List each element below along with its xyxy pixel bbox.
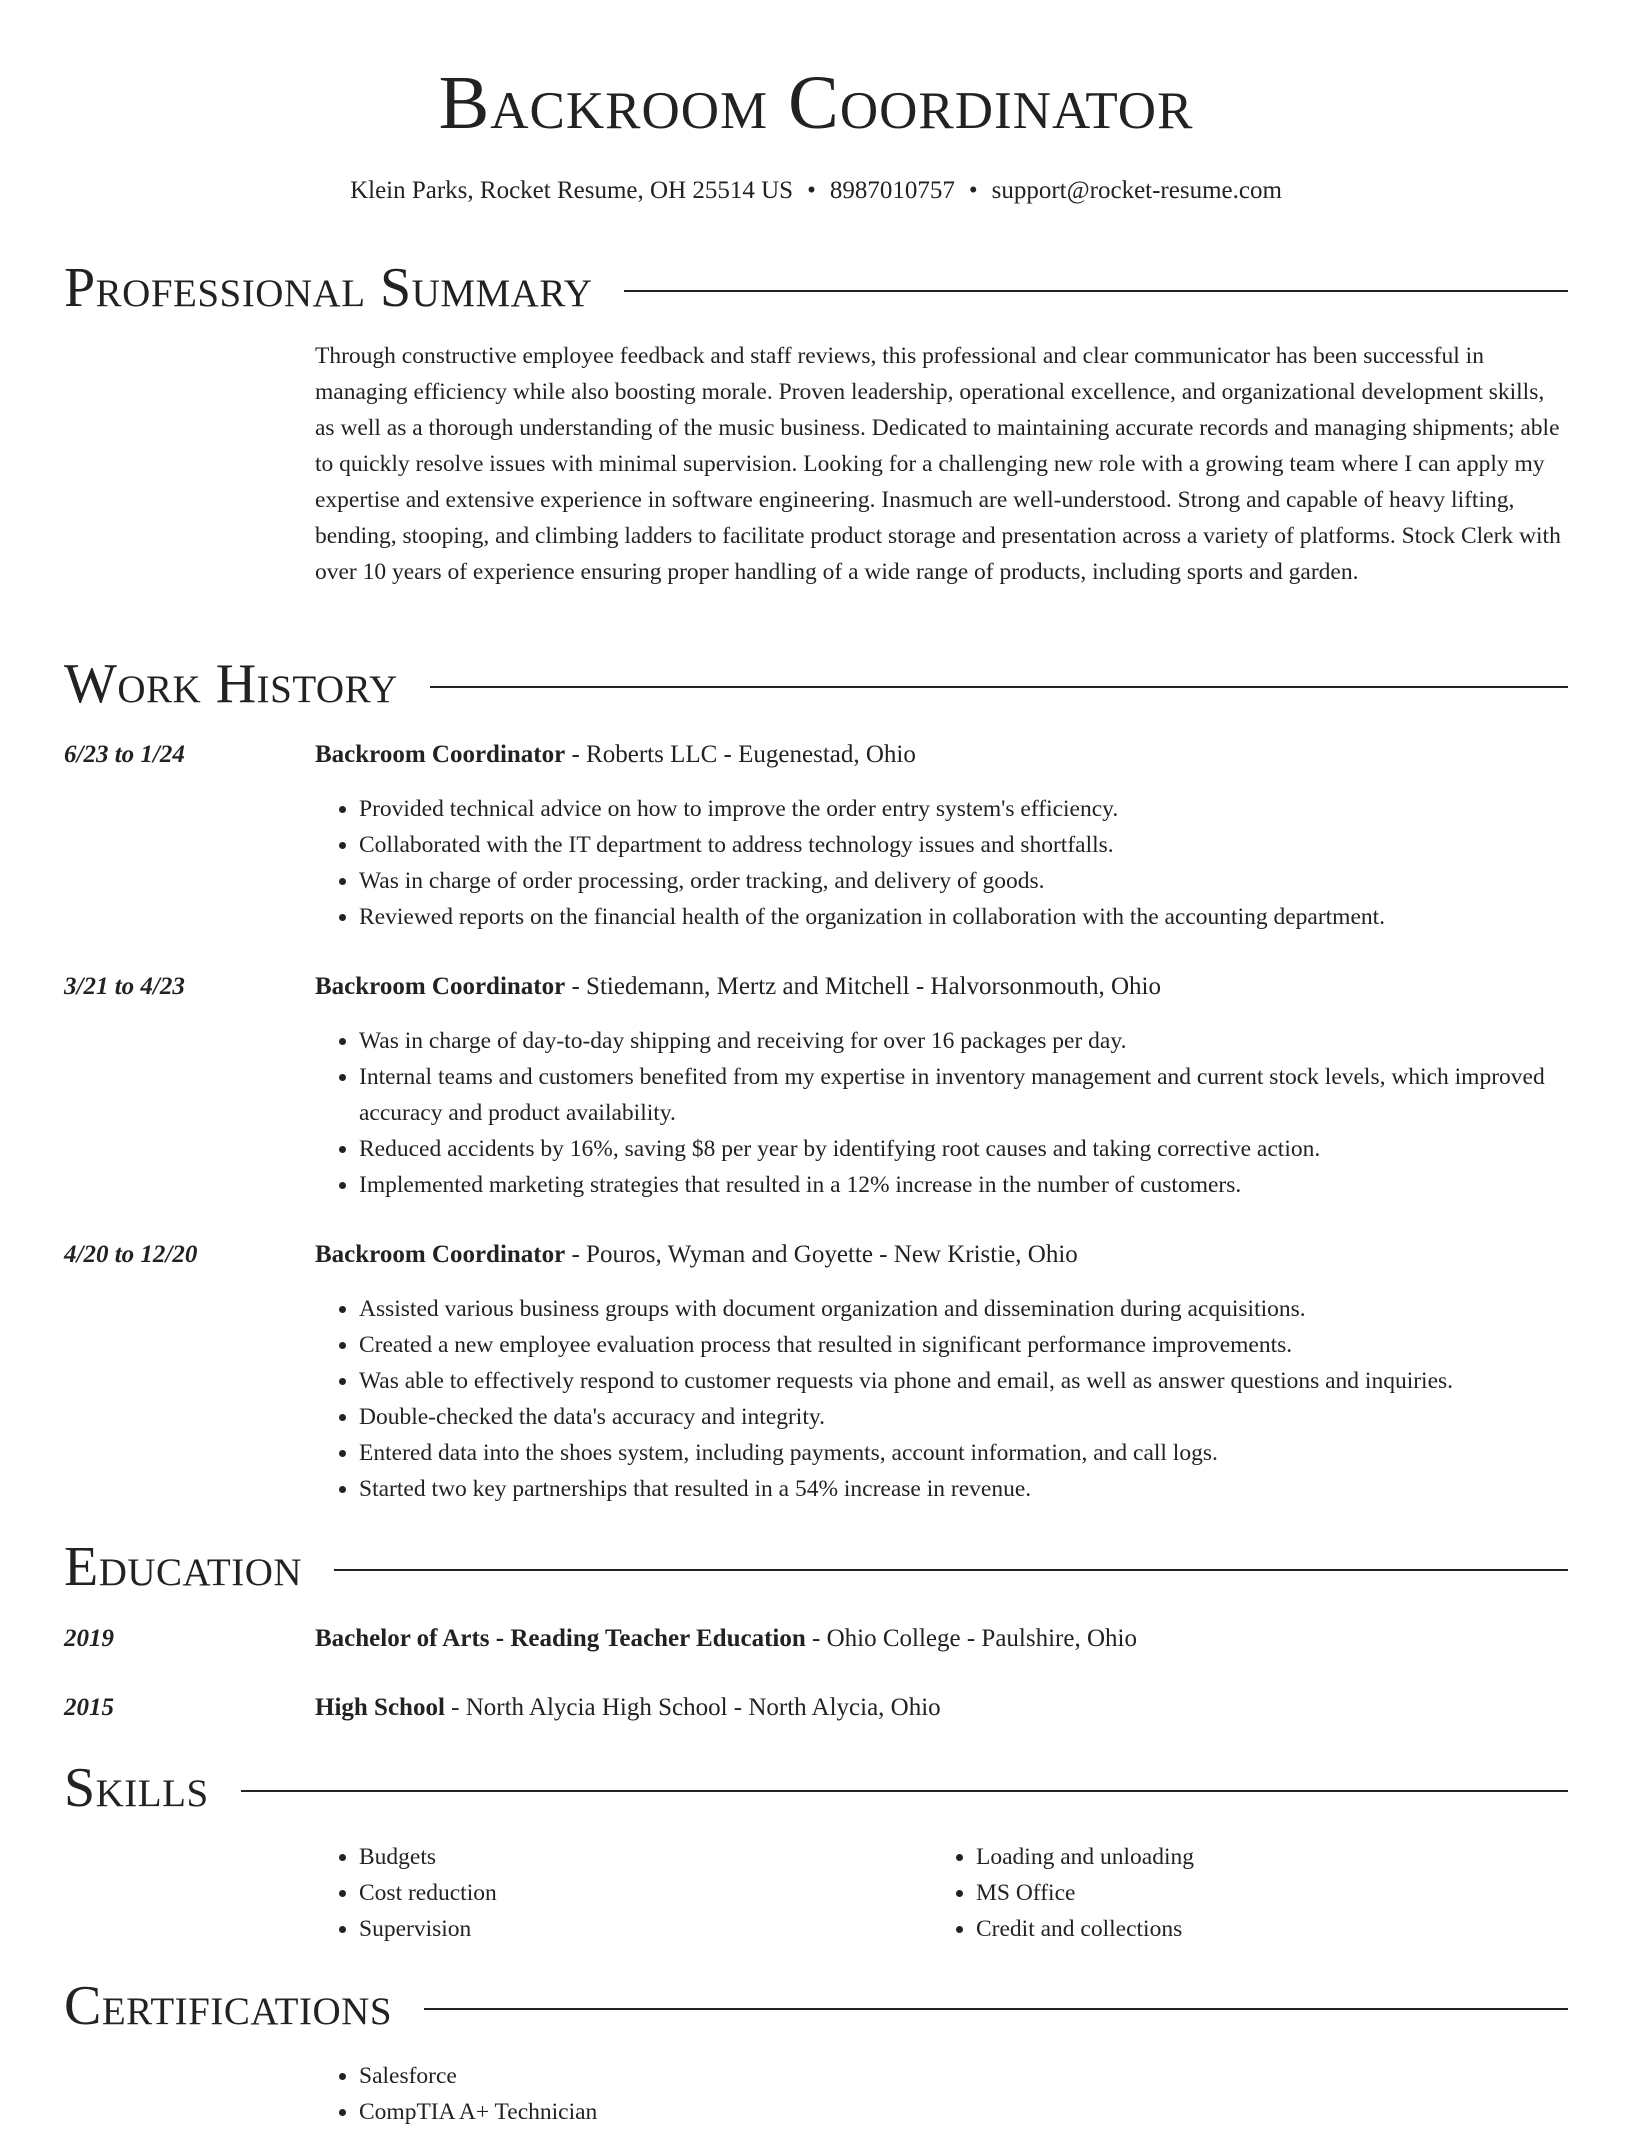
skills-list-right: [932, 1839, 1576, 1947]
education-line: [315, 1690, 1568, 1726]
contact-separator: •: [968, 177, 978, 204]
education-degree: High School: [315, 1694, 445, 1721]
section-title-skills: Skills: [64, 1757, 209, 1819]
contact-phone: 8987010757: [829, 177, 955, 204]
section-divider: [430, 686, 1568, 688]
certifications-list: [315, 2058, 1559, 2130]
job-bullet: • Provided technical advice on how to improve the order entry system's efficiency.: [359, 791, 1612, 827]
job-bullet: • Assisted various business groups with document organization and dissemination during acquisitions.: [359, 1291, 1612, 1327]
skills-list-left: [315, 1839, 959, 1947]
skill-item: • Budgets: [359, 1839, 959, 1875]
section-divider: [241, 1790, 1568, 1792]
job-bullet: • Double-checked the data's accuracy and integrity.: [359, 1399, 1612, 1435]
job-bullets: [315, 1023, 1612, 1203]
skill-item: • MS Office: [976, 1875, 1576, 1911]
job-title: Backroom Coordinator: [315, 741, 566, 768]
skill-item: • Loading and unloading: [976, 1839, 1576, 1875]
skill-item: • Supervision: [359, 1911, 959, 1947]
section-title-summary: Professional Summary: [64, 257, 593, 319]
job-bullet: • Created a new employee evaluation process that resulted in significant performance improvements.: [359, 1327, 1612, 1363]
job-bullet: • Started two key partnerships that resulted in a 54% increase in revenue.: [359, 1471, 1612, 1507]
education-details: - North Alycia High School - North Alycia, Ohio: [444, 1694, 941, 1721]
section-title-work: Work History: [64, 653, 398, 715]
job-title-line: [315, 969, 1568, 1005]
section-title-education: Education: [64, 1536, 303, 1598]
job-bullet: • Was in charge of order processing, order tracking, and delivery of goods.: [359, 863, 1612, 899]
skill-item: • Cost reduction: [359, 1875, 959, 1911]
job-title-line: [315, 1237, 1568, 1273]
contact-email: support@rocket-resume.com: [991, 177, 1282, 204]
skill-item: • Credit and collections: [976, 1911, 1576, 1947]
section-title-certifications: Certifications: [64, 1975, 393, 2037]
section-header-skills: [64, 1758, 1568, 1818]
job-details: - Roberts LLC - Eugenestad, Ohio: [565, 741, 916, 768]
job-bullet: • Was able to effectively respond to customer requests via phone and email, as well as answer questions and inquiries.: [359, 1363, 1612, 1399]
job-title: Backroom Coordinator: [315, 1241, 566, 1268]
section-header-certifications: [64, 1976, 1568, 2036]
job-dates: 6/23 to 1/24: [64, 741, 185, 768]
education-details: - Ohio College - Paulshire, Ohio: [805, 1625, 1137, 1652]
job-bullet: • Collaborated with the IT department to address technology issues and shortfalls.: [359, 827, 1612, 863]
job-bullet: • Internal teams and customers benefited from my expertise in inventory management and current stock levels, which improved accuracy and product availability.: [359, 1059, 1612, 1131]
job-bullet: • Implemented marketing strategies that resulted in a 12% increase in the number of customers.: [359, 1167, 1612, 1203]
summary-text: Through constructive employee feedback and staff reviews, this professional and clear communicator has been successful in managing efficiency while also boosting morale. Proven leadership, operational excellence, and organizational development skills, as well as a thorough understanding of the music business. Dedicated to maintaining accurate records and managing shipments; able to quickly resolve issues with minimal supervision. Looking for a challenging new role with a growing team where I can apply my expertise and extensive experience in software engineering. Inasmuch are well-understood. Strong and capable of heavy lifting, bending, stooping, and climbing ladders to facilitate product storage and presentation across a variety of platforms. Stock Clerk with over 10 years of experience ensuring proper handling of a wide range of products, including sports and garden.: [315, 343, 1561, 585]
job-title-line: [315, 737, 1568, 773]
section-header-work: [64, 654, 1568, 714]
certification-item: • Salesforce: [359, 2058, 1559, 2094]
job-bullet: • Reviewed reports on the financial health of the organization in collaboration with the accounting department.: [359, 899, 1612, 935]
education-line: [315, 1621, 1568, 1657]
education-degree: Bachelor of Arts - Reading Teacher Education: [315, 1625, 806, 1652]
candidate-name: Backroom Coordinator: [438, 61, 1194, 145]
section-divider: [624, 290, 1568, 292]
job-dates: 3/21 to 4/23: [64, 973, 185, 1000]
section-header-summary: [64, 258, 1568, 318]
contact-line: [0, 174, 1632, 208]
job-bullet: • Entered data into the shoes system, including payments, account information, and call logs.: [359, 1435, 1612, 1471]
job-bullet: • Was in charge of day-to-day shipping and receiving for over 16 packages per day.: [359, 1023, 1612, 1059]
job-bullet: • Reduced accidents by 16%, saving $8 per year by identifying root causes and taking corrective action.: [359, 1131, 1612, 1167]
job-title: Backroom Coordinator: [315, 973, 566, 1000]
section-divider: [424, 2008, 1568, 2010]
education-year: 2015: [64, 1694, 114, 1721]
section-header-education: [64, 1537, 1568, 1597]
job-bullets: [315, 791, 1612, 935]
certification-item: • CompTIA A+ Technician: [359, 2094, 1559, 2130]
job-bullets: [315, 1291, 1612, 1507]
contact-address: Klein Parks, Rocket Resume, OH 25514 US: [350, 177, 794, 204]
job-dates: 4/20 to 12/20: [64, 1241, 198, 1268]
section-divider: [334, 1569, 1568, 1571]
education-year: 2019: [64, 1625, 114, 1652]
job-details: - Stiedemann, Mertz and Mitchell - Halvorsonmouth, Ohio: [565, 973, 1161, 1000]
job-details: - Pouros, Wyman and Goyette - New Kristie, Ohio: [565, 1241, 1078, 1268]
contact-separator: •: [807, 177, 816, 204]
